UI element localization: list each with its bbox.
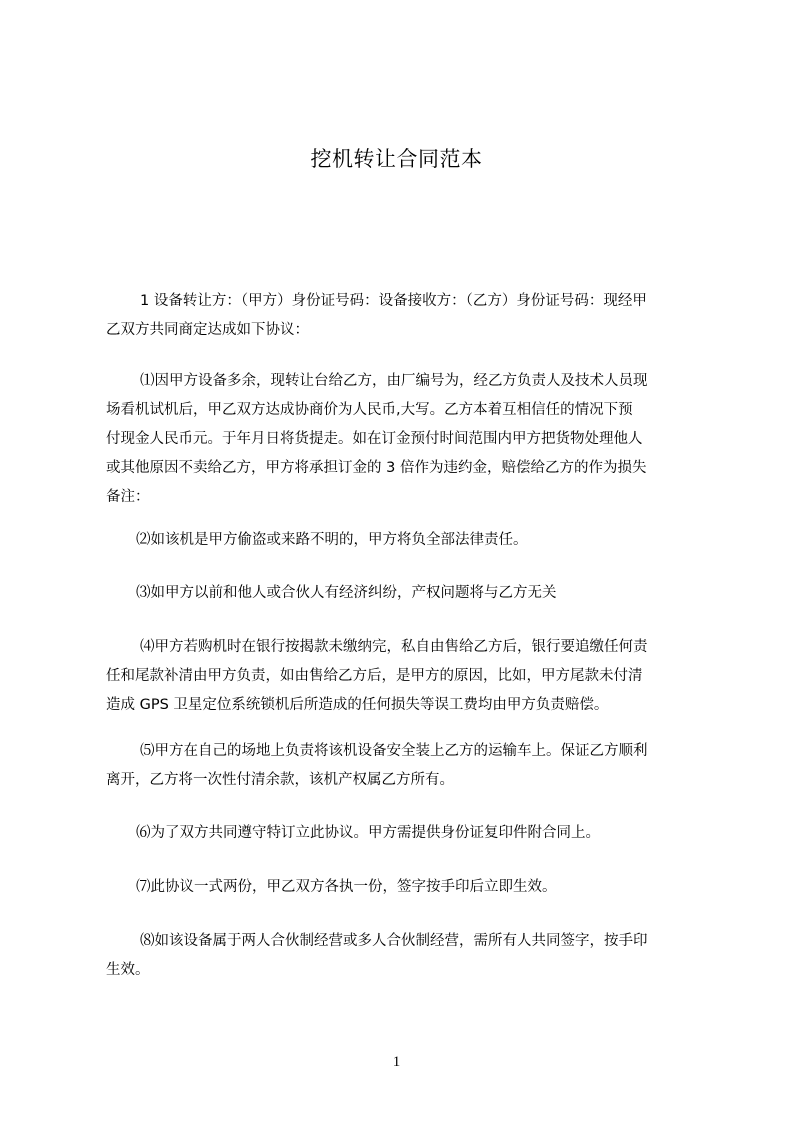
paragraph-line: ⑷甲方若购机时在银行按揭款未缴纳完，私自由售给乙方后，银行要追缴任何责 xyxy=(140,639,648,655)
paragraph-clause-5 xyxy=(106,737,690,795)
paragraph-clause-7 xyxy=(106,873,690,902)
document-title: 挖机转让合同范本 xyxy=(310,147,483,171)
paragraph-clause-4 xyxy=(106,633,690,720)
paragraph-clause-8 xyxy=(106,927,690,985)
paragraph-line: ⑴因甲方设备多余，现转让台给乙方，由厂编号为，经乙方负责人及技术人员现 xyxy=(140,373,648,389)
paragraph-line: 造成 GPS 卫星定位系统锁机后所造成的任何损失等误工费均由甲方负责赔偿。 xyxy=(106,697,609,713)
paragraph-line: ⑶如甲方以前和他人或合伙人有经济纠纷，产权问题将与乙方无关 xyxy=(136,585,557,601)
paragraph-line: 1 设备转让方：（甲方）身份证号码：设备接收方：（乙方）身份证号码：现经甲 xyxy=(140,293,647,309)
paragraph-line: 生效。 xyxy=(106,962,150,978)
paragraph-line: ⑺此协议一式两份，甲乙双方各执一份，签字按手印后立即生效。 xyxy=(136,879,557,895)
paragraph-line: 付现金人民币元。于年月日将货提走。如在订金预付时间范围内甲方把货物处理他人 xyxy=(106,431,643,447)
paragraph-line: 或其他原因不卖给乙方，甲方将承担订金的 3 倍作为违约金，赔偿给乙方的作为损失 xyxy=(106,460,647,476)
paragraph-line: 乙双方共同商定达成如下协议： xyxy=(106,322,309,338)
paragraph-line: ⑸甲方在自己的场地上负责将该机设备安全装上乙方的运输车上。保证乙方顺利 xyxy=(140,743,648,759)
paragraph-line: 任和尾款补清由甲方负责，如由售给乙方后，是甲方的原因，比如，甲方尾款未付清 xyxy=(106,668,643,684)
paragraph-line: 离开，乙方将一次性付清余款，该机产权属乙方所有。 xyxy=(106,772,454,788)
paragraph-line: ⑵如该机是甲方偷盗或来路不明的，甲方将负全部法律责任。 xyxy=(136,532,528,548)
paragraph-clause-2 xyxy=(106,526,690,555)
paragraph-intro xyxy=(106,287,690,345)
page-number: 1 xyxy=(392,1054,401,1070)
paragraph-clause-6 xyxy=(106,819,690,848)
paragraph-line: 场看机试机后，甲乙双方达成协商价为人民币,大写。乙方本着互相信任的情况下预 xyxy=(106,402,633,418)
paragraph-clause-1 xyxy=(106,367,690,512)
paragraph-clause-3 xyxy=(106,579,690,608)
paragraph-line: 备注： xyxy=(106,489,150,505)
paragraph-line: ⑹为了双方共同遵守特订立此协议。甲方需提供身份证复印件附合同上。 xyxy=(136,825,600,841)
paragraph-line: ⑻如该设备属于两人合伙制经营或多人合伙制经营，需所有人共同签字，按手印 xyxy=(140,933,648,949)
